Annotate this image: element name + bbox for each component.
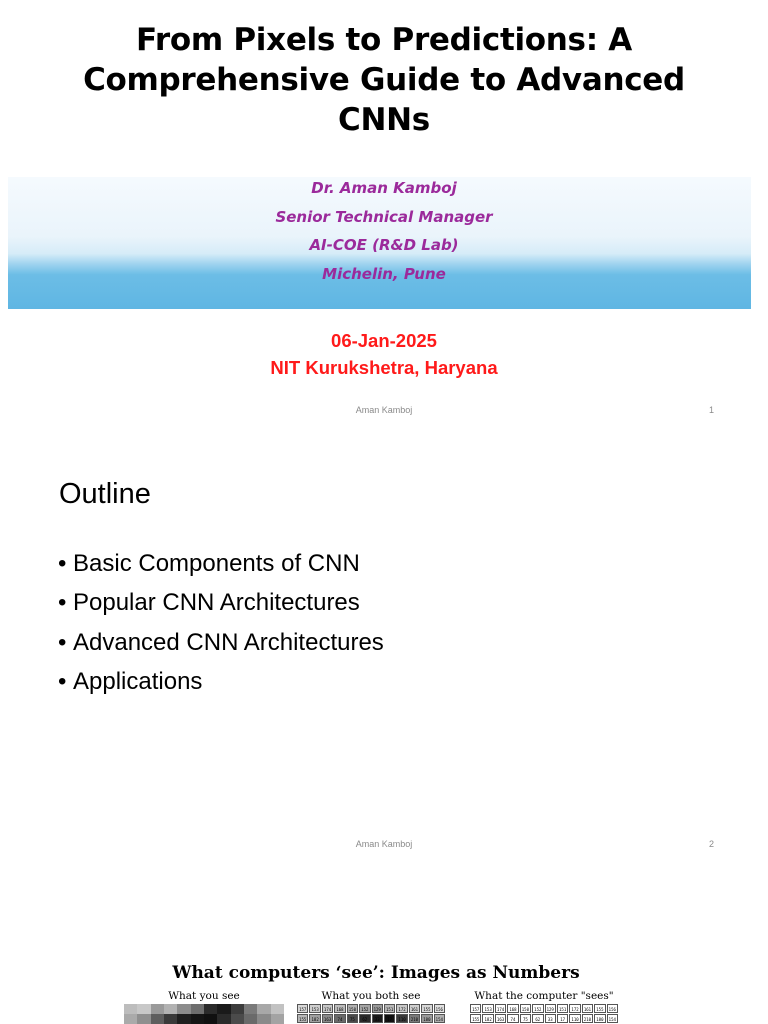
pixel-value-cell: 129 — [372, 1004, 383, 1013]
pixel-value-cell: 62 — [359, 1014, 370, 1023]
pixel-value-cell: 210 — [409, 1014, 420, 1023]
outline-bullet-text: Applications — [73, 667, 203, 695]
pixel-value-cell: 163 — [495, 1014, 506, 1023]
slide-footer-author: Aman Kamboj — [355, 405, 413, 415]
pixel-value-cell: 155 — [297, 1014, 308, 1023]
slide-page-number: 2 — [708, 839, 714, 849]
slide3-title: What computers ‘see’: Images as Numbers — [172, 963, 580, 983]
pixel-value-cell: 180 — [421, 1014, 432, 1023]
pixel-value-cell: 168 — [507, 1004, 518, 1013]
panel-label-computer-sees: What the computer "sees" — [474, 990, 614, 1002]
pixel-cell — [271, 1004, 284, 1014]
pixel-cell — [257, 1004, 270, 1014]
pixel-value-cell: 155 — [470, 1014, 481, 1023]
pixel-value-cell: 172 — [396, 1004, 407, 1013]
presentation-venue: NIT Kurukshetra, Haryana — [270, 357, 498, 378]
author-organization: Michelin, Pune — [322, 265, 446, 283]
pixel-value-cell: 17 — [384, 1014, 395, 1023]
pixel-value-cell: 75 — [520, 1014, 531, 1023]
pixel-value-cell: 182 — [482, 1014, 493, 1023]
panel-label-what-you-see: What you see — [168, 990, 240, 1002]
pixel-value-cell: 156 — [607, 1004, 618, 1013]
pixel-value-cell: 62 — [532, 1014, 543, 1023]
pixel-value-cell: 180 — [594, 1014, 605, 1023]
author-department: AI-COE (R&D Lab) — [309, 236, 459, 254]
pixel-value-cell: 33 — [372, 1014, 383, 1023]
pixel-value-cell: 156 — [434, 1004, 445, 1013]
bullet-dot-icon: • — [58, 628, 67, 656]
outline-bullet-item — [58, 548, 384, 587]
pixel-cell — [191, 1004, 204, 1014]
bullet-dot-icon: • — [58, 667, 67, 695]
pixel-value-cell: 151 — [557, 1004, 568, 1013]
pixel-values-table-panel — [470, 1004, 618, 1024]
outline-bullet-text: Popular CNN Architectures — [73, 589, 360, 617]
pixel-value-cell: 161 — [409, 1004, 420, 1013]
pixel-value-cell: 153 — [482, 1004, 493, 1013]
outline-heading: Outline — [59, 478, 151, 510]
pixel-cell — [151, 1004, 164, 1014]
pixel-cell — [177, 1004, 190, 1014]
outline-bullet-text: Basic Components of CNN — [73, 550, 360, 577]
pixel-cell — [137, 1004, 150, 1014]
pixel-value-cell: 155 — [594, 1004, 605, 1013]
pixel-cell — [244, 1004, 257, 1014]
pixel-values-overlay-panel — [297, 1004, 445, 1024]
pixel-cell — [204, 1004, 217, 1014]
pixel-cell — [244, 1014, 257, 1024]
pixel-cell — [191, 1014, 204, 1024]
pixel-cell — [231, 1014, 244, 1024]
bullet-dot-icon: • — [58, 550, 67, 577]
pixel-value-cell: 33 — [545, 1014, 556, 1023]
pixel-value-cell: 75 — [347, 1014, 358, 1023]
grayscale-image-panel — [124, 1004, 284, 1024]
pixel-value-cell: 110 — [569, 1014, 580, 1023]
pixel-value-cell: 151 — [384, 1004, 395, 1013]
outline-bullet-item — [58, 587, 384, 626]
slide-footer-author: Aman Kamboj — [355, 839, 413, 849]
outline-bullet-item — [58, 627, 384, 666]
pixel-value-cell: 129 — [545, 1004, 556, 1013]
pixel-cell — [151, 1014, 164, 1024]
slide-title-line: Comprehensive Guide to Advanced — [83, 62, 685, 98]
pixel-value-cell: 154 — [607, 1014, 618, 1023]
pixel-value-cell: 163 — [322, 1014, 333, 1023]
pixel-cell — [204, 1014, 217, 1024]
pixel-value-cell: 17 — [557, 1014, 568, 1023]
pixel-value-cell: 174 — [322, 1004, 333, 1013]
pixel-cell — [124, 1014, 137, 1024]
pixel-value-cell: 182 — [309, 1014, 320, 1023]
pixel-cell — [137, 1014, 150, 1024]
pixel-value-cell: 110 — [396, 1014, 407, 1023]
slide-page-number: 1 — [708, 405, 714, 415]
pixel-value-cell: 155 — [421, 1004, 432, 1013]
pixel-value-cell: 153 — [309, 1004, 320, 1013]
slide-title-line: From Pixels to Predictions: A — [136, 22, 632, 58]
pixel-value-cell: 152 — [359, 1004, 370, 1013]
bullet-dot-icon: • — [58, 589, 67, 617]
slide-title — [0, 20, 768, 140]
pixel-cell — [177, 1014, 190, 1024]
pixel-cell — [217, 1004, 230, 1014]
pixel-cell — [271, 1014, 284, 1024]
pixel-value-cell: 74 — [334, 1014, 345, 1023]
pixel-value-cell: 150 — [347, 1004, 358, 1013]
pixel-value-cell: 157 — [470, 1004, 481, 1013]
pixel-cell — [164, 1014, 177, 1024]
pixel-cell — [217, 1014, 230, 1024]
pixel-value-cell: 74 — [507, 1014, 518, 1023]
pixel-value-cell: 210 — [582, 1014, 593, 1023]
pixel-value-cell: 150 — [520, 1004, 531, 1013]
pixel-value-cell: 152 — [532, 1004, 543, 1013]
pixel-value-cell: 157 — [297, 1004, 308, 1013]
pixel-value-cell: 161 — [582, 1004, 593, 1013]
outline-bullet-text: Advanced CNN Architectures — [73, 628, 384, 656]
outline-bullet-item — [58, 666, 384, 705]
pixel-value-cell: 154 — [434, 1014, 445, 1023]
presentation-date: 06-Jan-2025 — [331, 330, 437, 351]
pixel-value-cell: 168 — [334, 1004, 345, 1013]
pixel-cell — [164, 1004, 177, 1014]
outline-bullet-list — [58, 548, 384, 705]
author-name: Dr. Aman Kamboj — [311, 179, 457, 197]
pixel-value-cell: 174 — [495, 1004, 506, 1013]
pixel-cell — [231, 1004, 244, 1014]
panel-label-what-you-both-see: What you both see — [321, 990, 421, 1002]
pixel-value-cell: 172 — [569, 1004, 580, 1013]
author-position: Senior Technical Manager — [275, 208, 493, 226]
slide-title-line: CNNs — [338, 102, 430, 138]
pixel-cell — [257, 1014, 270, 1024]
pixel-cell — [124, 1004, 137, 1014]
